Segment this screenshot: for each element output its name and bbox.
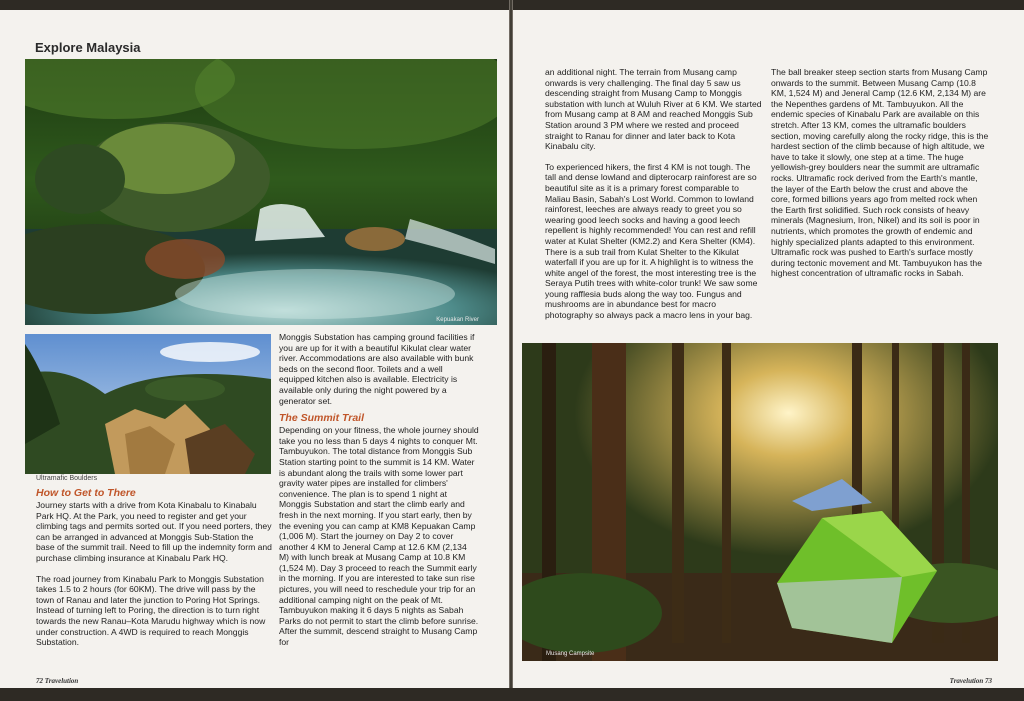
section-title: Explore Malaysia (35, 40, 141, 55)
col-b-paragraph-2: Depending on your fitness, the whole journey should take you no less than 5 days 4 nights to conquer Mt. Tambuyukon. The total distance from Monggis Sub Station starting point to the summit is 14 KM. Water is abundant along the trails with some lower part gravity water pipes are installed for climbers' convenience. The plan is to spend 1 night at Monggis Substation and start the climb early and fresh in the next morning. If you start early, then by the evening you can camp at KM8 Kepuakan Camp (1,006 M). Start the journey on Day 2 to cover another 4 KM to Jeneral Camp at 12.6 KM (2,134 M) with lunch break at Musang Camp at 10.8 KM (1,524 M). Day 3 proceed to reach the Summit early in the morning. If you are interested to take sun rise pictures, you will need to reschedule your trip for an additional camping night on the peak of Mt. Tambuyukon making it 6 days 5 nights as Sabah Parks do not permit to start the climb before sunrise. After the summit, descend straight to Musang Camp for (279, 425, 479, 648)
boulders-caption: Ultramafic Boulders (36, 475, 98, 482)
right-page (513, 10, 1024, 688)
heading-summit-trail: The Summit Trail (279, 412, 364, 425)
column-b (279, 332, 479, 658)
bottom-edge-strip (0, 688, 1024, 701)
column-d (771, 67, 989, 289)
col-a-paragraph-1: Journey starts with a drive from Kota Kinabalu to Kinabalu Park HQ. At the Park, you need to register and get your climbing tags and permits sorted out. If you need porters, they can be arranged in advanced at Monggis Sub-Station the base of the summit trail. Need to fill up the indemnity form and purchase climbing insurance at Kinabalu Park HQ. (36, 500, 272, 563)
page-number-right: Travelution 73 (949, 677, 992, 685)
left-page (0, 10, 510, 688)
boulders-photo (25, 334, 271, 474)
heading-how-to-get: How to Get to There (36, 487, 136, 499)
column-a (36, 487, 272, 658)
col-c-paragraph-1: an additional night. The terrain from Musang camp onwards is very challenging. The final day 5 saw us descending straight from Musang Camp to Monggis substation with lunch at Wuluh River at 6 KM. We started from Musang camp at 8 AM and reached Monggis Sub Station around 3 PM where we rested and proceed straight to Ranau for dinner and later back to Kota Kinabalu city. (545, 67, 762, 152)
column-c (545, 67, 763, 331)
col-b-paragraph-1: Monggis Substation has camping ground facilities if you are up for it with a beautiful Kikulat clear water river. Accommodations are also available with bunk beds on the second floor. Toilets and a well equipped kitchen also is available. Electricity is available only during the night powered by a generator set. (279, 332, 475, 406)
col-d-paragraph-1: The ball breaker steep section starts from Musang Camp onwards to the summit. Between Musang Camp (10.8 KM, 1,524 M) and Jeneral Camp (12.6 KM, 2,134 M) are the Nepenthes gardens of Mt. Tambuyukon. All the endemic species of Kinabalu Park are available on this stretch. After 13 KM, comes the ultramafic boulders section, moving carefully along the rocky ridge, this is the hardest section of the climb because of high altitude, we have to take it slowly, one step at a time. The huge yellowish-grey boulders near the summit are ultramafic rocks. Ultramafic rock derived from the Earth's mantle, the layer of the Earth below the crust and above the core, formed billions years ago from melted rock when the Earth first solidified. Such rock consists of heavy minerals (Magnesium, Iron, Nikel) and its soil is poor in nutrients, which promotes the growth of endemic and highly specialized plants adapted to this environment. Ultramafic rock was pushed to Earth's surface mostly during tectonic movement and Mt. Tambuyukon has the highest concentration of ultramafic rocks in Sabah. (771, 67, 989, 279)
col-c-paragraph-2: To experienced hikers, the first 4 KM is not tough. The tall and dense lowland and dipterocarp rainforest are so beautiful site as it is a primary forest comparable to Maliau Basin, Sabah's Lost World. Common to lowland rainforest, leeches are always ready to greet you so wearing good leech socks and having a good leech repellent is highly recommended! You can rest and refill water at Kulat Shelter (KM2.2) and Kera Shelter (KM4). There is a sub trail from Kulat Shelter to the Kikulat waterfall if you are up for it. A highlight is to witness the white angel of the forest, the most interesting tree is the Seraya Putih trees with white-color trunk! We saw some young rafflesia buds along the way too. Fungus and mushrooms are in abundance best for macro photography so always pack a macro lens in your bag. (545, 161, 758, 321)
col-a-paragraph-2: The road journey from Kinabalu Park to Monggis Substation takes 1.5 to 2 hours (for 60KM). The drive will pass by the town of Ranau and later the junction to Poring Hot Springs. Instead of turning left to Poring, the direction is to turn right towards the new Ranau–Kota Marudu highway which is now under construction. A 4WD is required to reach Monggis Substation. (36, 573, 266, 648)
campsite-photo (522, 343, 998, 661)
page-number-left: 72 Travelution (36, 677, 79, 685)
campsite-caption: Musang Campsite (546, 651, 595, 657)
waterfall-caption: Kepuakan River (436, 317, 479, 323)
waterfall-photo (25, 59, 497, 325)
